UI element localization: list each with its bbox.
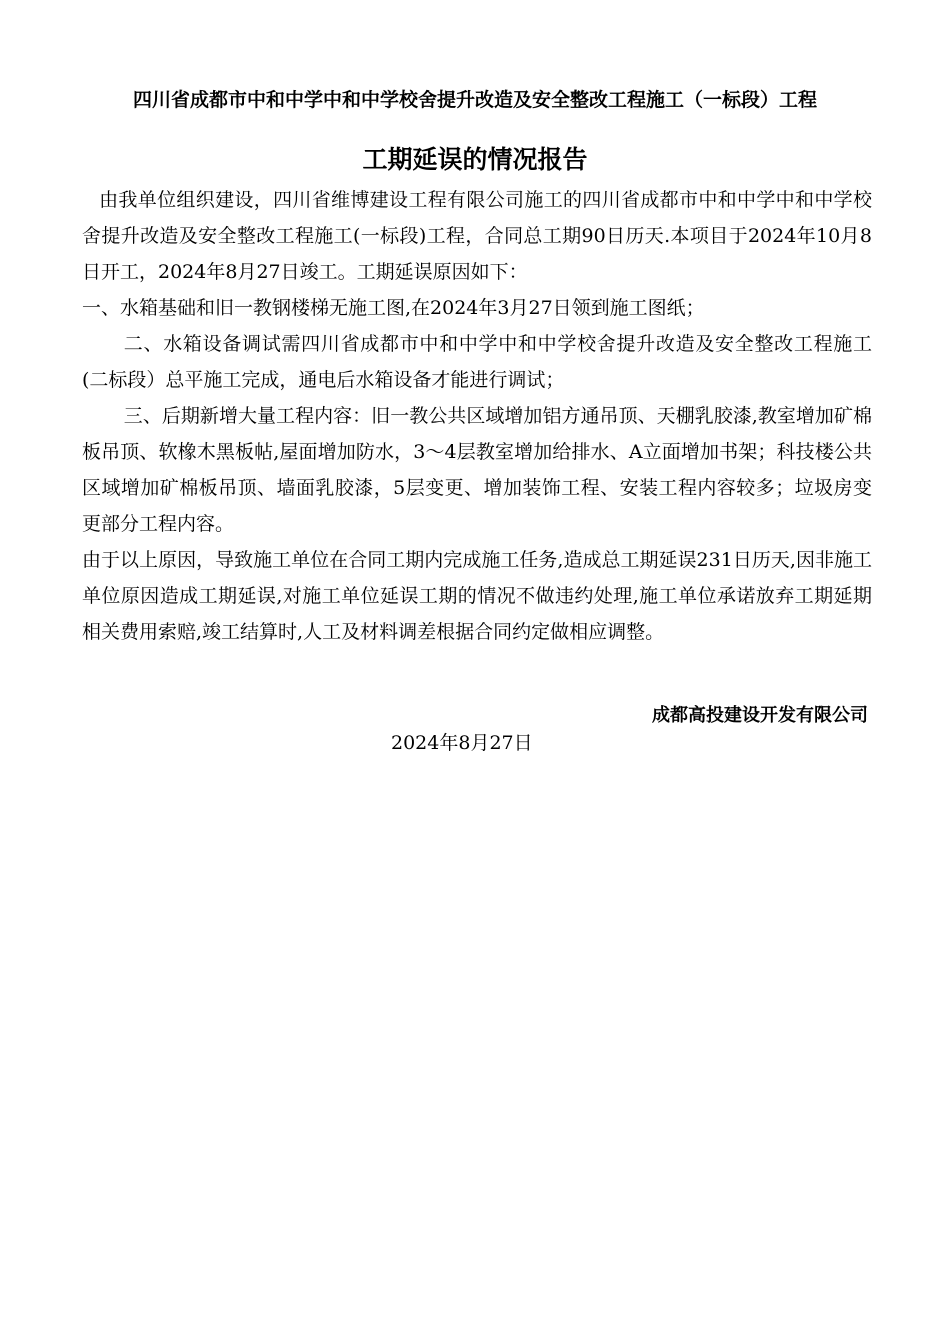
signature-company: 成都高投建设开发有限公司 bbox=[652, 705, 868, 726]
document-title: 四川省成都市中和中学中和中学校舍提升改造及安全整改工程施工（一标段）工程 bbox=[132, 89, 817, 111]
report-body bbox=[82, 182, 872, 650]
signature-date: 2024年8月27日 bbox=[391, 732, 533, 754]
reason-three-paragraph: 三、后期新增大量工程内容：旧一教公共区域增加铝方通吊顶、天棚乳胶漆,教室增加矿棉板吊顶、软橡木黑板帖,屋面增加防水，3～4层教室增加给排水、A立面增加书架；科技楼公共区域增加矿棉板吊顶、墙面乳胶漆，5层变更、增加装饰工程、安装工程内容较多；垃圾房变更部分工程内容。 bbox=[82, 405, 872, 535]
conclusion-paragraph: 由于以上原因，导致施工单位在合同工期内完成施工任务,造成总工期延误231日历天,因非施工单位原因造成工期延误,对施工单位延误工期的情况不做违约处理,施工单位承诺放弃工期延期相关费用索赔,竣工结算时,人工及材料调差根据合同约定做相应调整。 bbox=[82, 549, 872, 643]
reason-one-paragraph: 一、水箱基础和旧一教钢楼梯无施工图,在2024年3月27日领到施工图纸； bbox=[82, 297, 705, 319]
intro-paragraph: 由我单位组织建设，四川省维博建设工程有限公司施工的四川省成都市中和中学中和中学校舍提升改造及安全整改工程施工(一标段)工程，合同总工期90日历天.本项目于2024年10月8日开工，2024年8月27日竣工。工期延误原因如下： bbox=[82, 189, 872, 283]
report-heading: 工期延误的情况报告 bbox=[362, 145, 588, 174]
reason-two-paragraph: 二、水箱设备调试需四川省成都市中和中学中和中学校舍提升改造及安全整改工程施工(二标段）总平施工完成，通电后水箱设备才能进行调试； bbox=[82, 333, 872, 391]
